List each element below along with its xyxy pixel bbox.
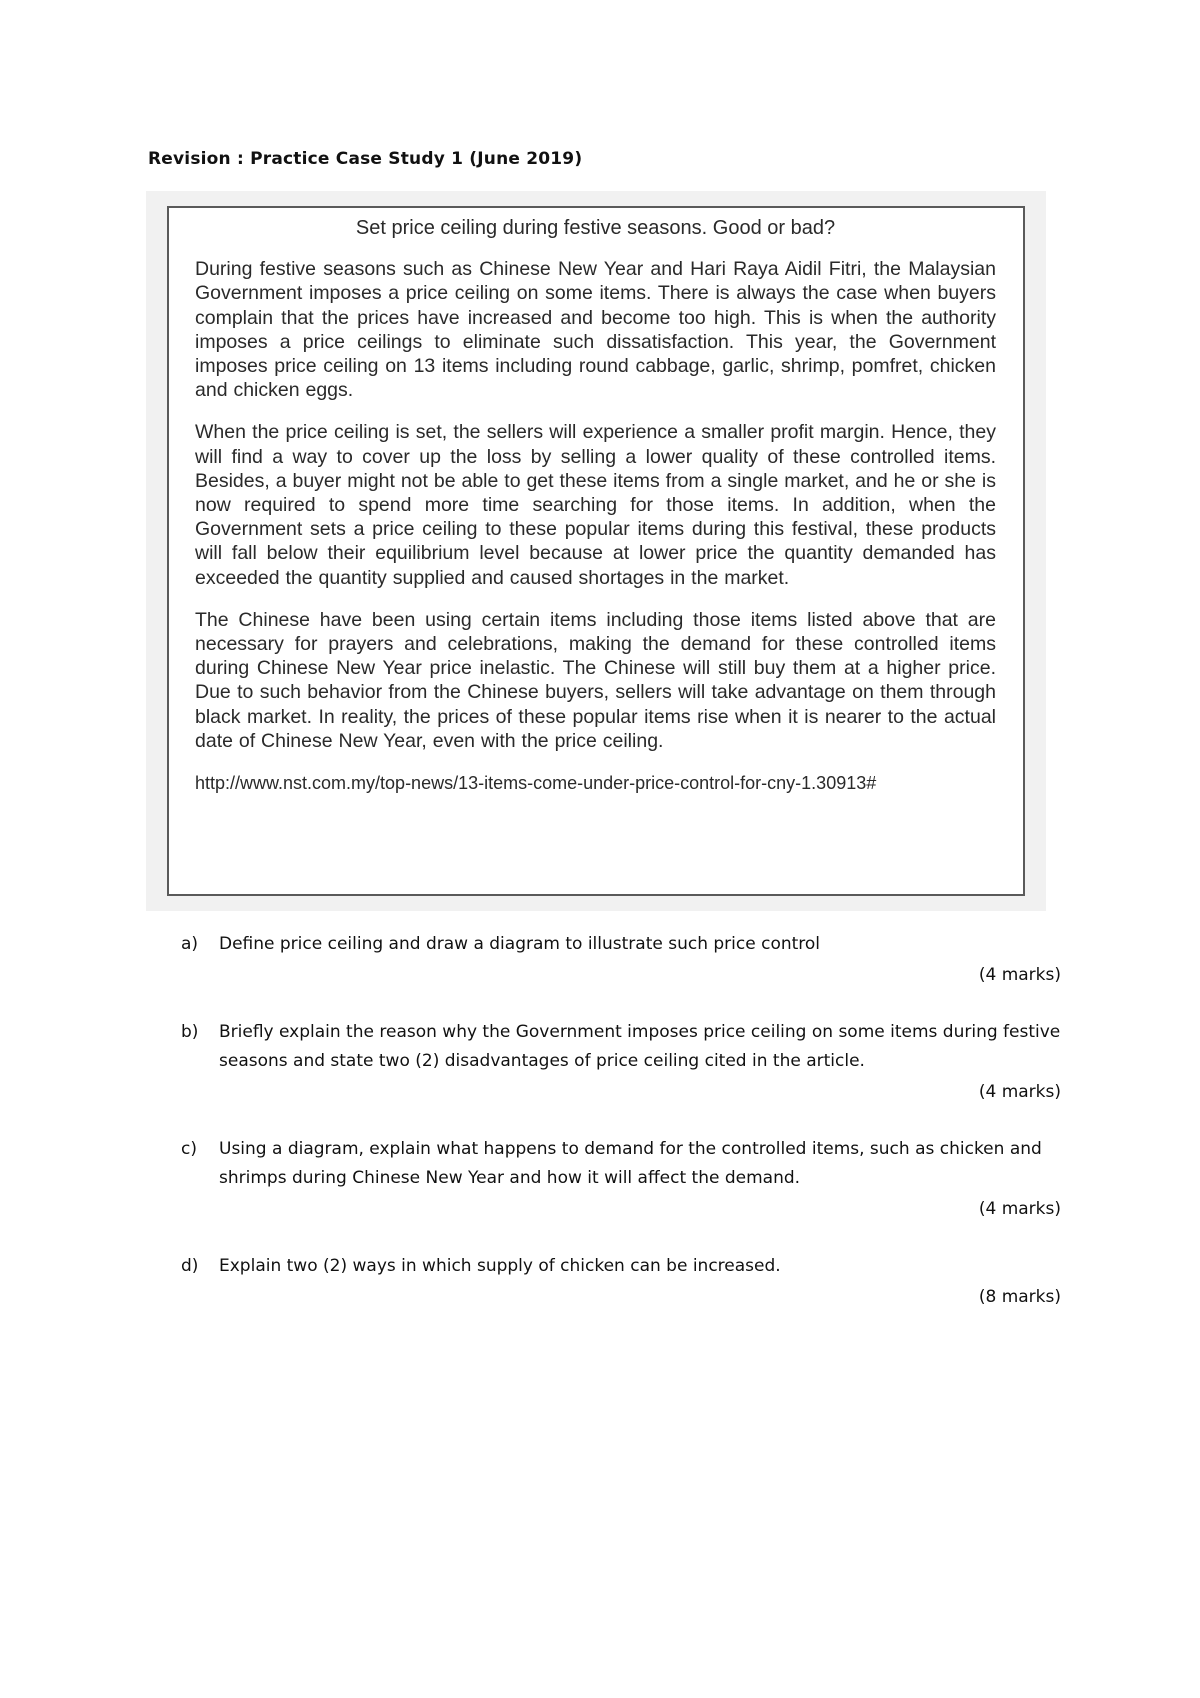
- question-list: [148, 930, 1061, 1340]
- question-marks: (4 marks): [978, 1199, 1061, 1219]
- article-paragraph-3: The Chinese have been using certain items including those items listed above that are necessary for prayers and celebrations, making the demand for these controlled items during Chinese New Year price inelastic. The Chinese will still buy them at a higher price. Due to such behavior from the Chinese buyers, sellers will take advantage on them through black market. In reality, the prices of these popular items rise when it is nearer to the actual date of Chinese New Year, even with the price ceiling.: [195, 608, 996, 752]
- question-letter: b): [181, 1022, 199, 1042]
- page-title: Revision : Practice Case Study 1 (June 2019): [148, 149, 583, 169]
- article-title: Set price ceiling during festive seasons. Good or bad?: [355, 217, 836, 239]
- question-text: Briefly explain the reason why the Government imposes price ceiling on some items during festive seasons and state two (2) disadvantages of price ceiling cited in the article.: [219, 1022, 1061, 1071]
- question-b: [148, 1018, 1061, 1107]
- article-box: [167, 206, 1025, 896]
- question-letter: d): [181, 1256, 199, 1276]
- question-d: [148, 1252, 1061, 1312]
- question-marks: (8 marks): [978, 1287, 1061, 1307]
- article-source-url: http://www.nst.com.my/top-news/13-items-come-under-price-control-for-cny-1.30913#: [195, 773, 877, 794]
- article-paragraph-2: When the price ceiling is set, the sellers will experience a smaller profit margin. Hence, they will find a way to cover up the loss by selling a lower quality of these controlled items. Besides, a buyer might not be able to get these items from a single market, and he or she is now required to spend more time searching for those items. In addition, when the Government sets a price ceiling to these popular items during this festival, these products will fall below their equilibrium level because at lower price the quantity demanded has exceeded the quantity supplied and caused shortages in the market.: [195, 421, 996, 589]
- question-letter: c): [181, 1139, 197, 1159]
- question-marks: (4 marks): [978, 1082, 1061, 1102]
- question-text: Define price ceiling and draw a diagram to illustrate such price control: [219, 934, 821, 954]
- question-marks: (4 marks): [978, 965, 1061, 985]
- question-text: Using a diagram, explain what happens to demand for the controlled items, such as chicken and shrimps during Chinese New Year and how it will affect the demand.: [219, 1139, 1042, 1188]
- article-paragraph-1: During festive seasons such as Chinese New Year and Hari Raya Aidil Fitri, the Malaysian Government imposes a price ceiling on some items. There is always the case when buyers complain that the prices have increased and become too high. This is when the authority imposes a price ceilings to eliminate such dissatisfaction. This year, the Government imposes price ceiling on 13 items including round cabbage, garlic, shrimp, pomfret, chicken and chicken eggs.: [195, 258, 996, 402]
- question-letter: a): [181, 934, 199, 954]
- question-c: [148, 1135, 1061, 1224]
- question-text: Explain two (2) ways in which supply of chicken can be increased.: [219, 1256, 781, 1276]
- question-a: [148, 930, 1061, 990]
